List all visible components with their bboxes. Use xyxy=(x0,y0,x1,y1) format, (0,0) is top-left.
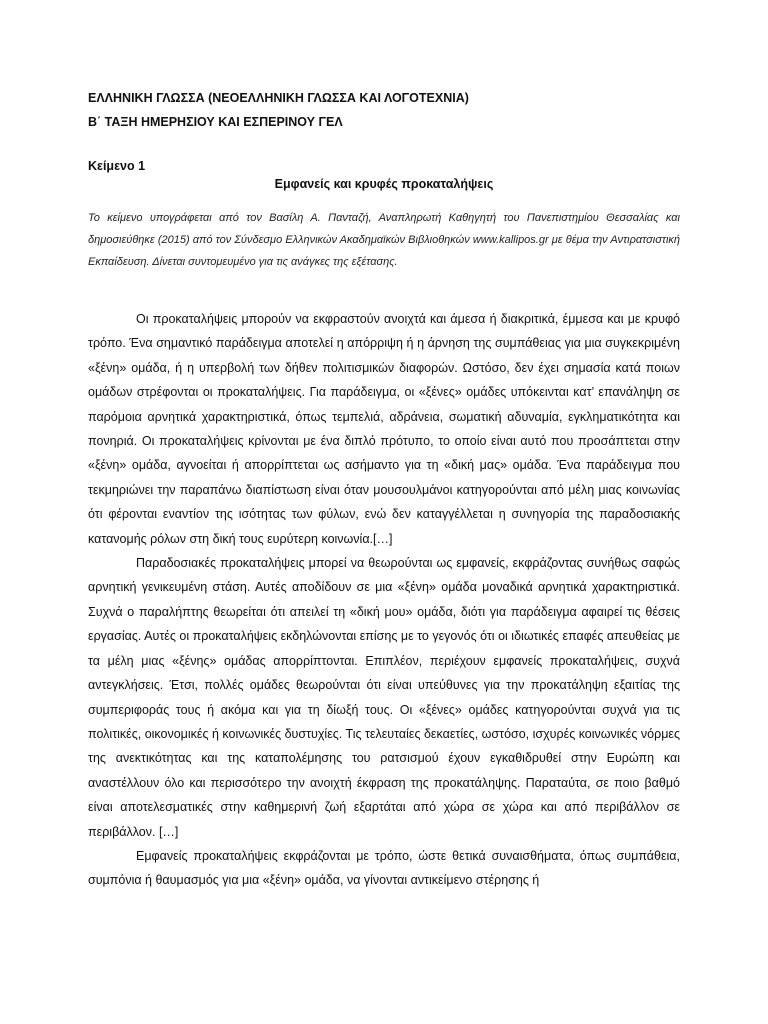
subject-title: ΕΛΛΗΝΙΚΗ ΓΛΩΣΣΑ (ΝΕΟΕΛΛΗΝΙΚΗ ΓΛΩΣΣΑ ΚΑΙ ΛΟΓΟΤΕΧΝΙΑ) xyxy=(88,91,469,105)
text-number-label: Κείμενο 1 xyxy=(88,159,146,173)
paragraph-2: Παραδοσιακές προκαταλήψεις μπορεί να θεωρούνται ως εμφανείς, εκφράζοντας συνήθως σαφώς αρνητική γενικευμένη στάση. Αυτές αποδίδουν σε μια «ξένη» ομάδα μοναδικά αρνητικά χαρακτηριστικά. Συχνά ο παραλήπτης θεωρείται ότι απειλεί τη «δική μου» ομάδα, διότι για παράδειγμα αφαιρεί τις θέσεις εργασίας. Αυτές οι προκαταλήψεις εκδηλώνονται επίσης με το γεγονός ότι οι ιδιωτικές επαφές απευθείας με τα μέλη μιας «ξένης» ομάδας απορρίπτονται. Επιπλέον, περιέχουν εμφανείς προκαταλήψεις, συχνά αντεγκλήσεις. Έτσι, πολλές ομάδες θεωρούνται ότι είναι υπεύθυνες για την προκατάληψη εξαιτίας της συμπεριφοράς τους ή ακόμα και για τη δίωξή τους. Οι «ξένες» ομάδες κατηγορούνται συχνά για τις πολιτικές, οικονομικές ή κοινωνικές δυστυχίες. Τις τελευταίες δεκαετίες, ωστόσο, ισχυρές κοινωνικές νόρμες της ανεκτικότητας και της καταπολέμησης του ρατσισμού έχουν εγκαθιδρυθεί στην Ευρώπη και αναστέλλουν όλο και περισσότερο την ανοιχτή έκφραση της προκατάληψης. Παραταύτα, σε ποιο βαθμό είναι αποτελεσματικές στην καθημερινή ζωή εξαρτάται από χώρα σε χώρα και από περιβάλλον σε περιβάλλον. […] xyxy=(88,556,680,839)
article-title: Εμφανείς και κρυφές προκαταλήψεις xyxy=(274,177,494,191)
class-title: Β΄ ΤΑΞΗ ΗΜΕΡΗΣΙΟΥ ΚΑΙ ΕΣΠΕΡΙΝΟΥ ΓΕΛ xyxy=(88,115,343,129)
exam-header xyxy=(88,86,469,134)
paragraph-1: Οι προκαταλήψεις μπορούν να εκφραστούν ανοιχτά και άμεσα ή διακριτικά, έμμεσα και με κρυφό τρόπο. Ένα σημαντικό παράδειγμα αποτελεί η απόρριψη ή η άρνηση της συμπάθειας για μια συγκεκριμένη «ξένη» ομάδα, ή η υπερβολή των δήθεν πολιτισμικών διαφορών. Ωστόσο, δεν έχει σημασία κατά ποιων ομάδων στρέφονται οι προκαταλήψεις. Για παράδειγμα, οι «ξένες» ομάδες υπόκεινται κατ’ επανάληψη σε παρόμοια αρνητικά χαρακτηριστικά, όπως τεμπελιά, αδράνεια, σωματική αδυναμία, εγκληματικότητα και πονηριά. Οι προκαταλήψεις κρίνονται με ένα διπλό πρότυπο, το οποίο είναι αυτό που προσάπτεται στην «ξένη» ομάδα, αγνοείται ή απορρίπτεται ως ασήμαντο για τη «δική μας» ομάδα. Ένα παράδειγμα που τεκμηριώνει την παραπάνω διαπίστωση είναι όταν μουσουλμάνοι κατηγορούνται από μέλη μιας κοινωνίας ότι φέρονται εναντίον της ισότητας των φύλων, ενώ δεν καταγγέλλεται η συνηγορία της παραδοσιακής κατανομής ρόλων στη δική τους ευρύτερη κοινωνία.[…] xyxy=(88,312,680,546)
source-note: Το κείμενο υπογράφεται από τον Βασίλη Α. Πανταζή, Αναπληρωτή Καθηγητή του Πανεπιστημίου Θεσσαλίας και δημοσιεύθηκε (2015) από τον Σύνδεσμο Ελληνικών Ακαδημαϊκών Βιβλιοθηκών www.kallipos.gr με θέμα την Αντιρατσιστική Εκπαίδευση. Δίνεται συντομευμένο για τις ανάγκες της εξέτασης. xyxy=(88,212,680,268)
paragraph-3: Εμφανείς προκαταλήψεις εκφράζονται με τρόπο, ώστε θετικά συναισθήματα, όπως συμπάθεια, συμπόνια ή θαυμασμός για μια «ξένη» ομάδα, να γίνονται αντικείμενο στέρησης ή xyxy=(88,848,680,888)
article-body xyxy=(88,307,680,893)
